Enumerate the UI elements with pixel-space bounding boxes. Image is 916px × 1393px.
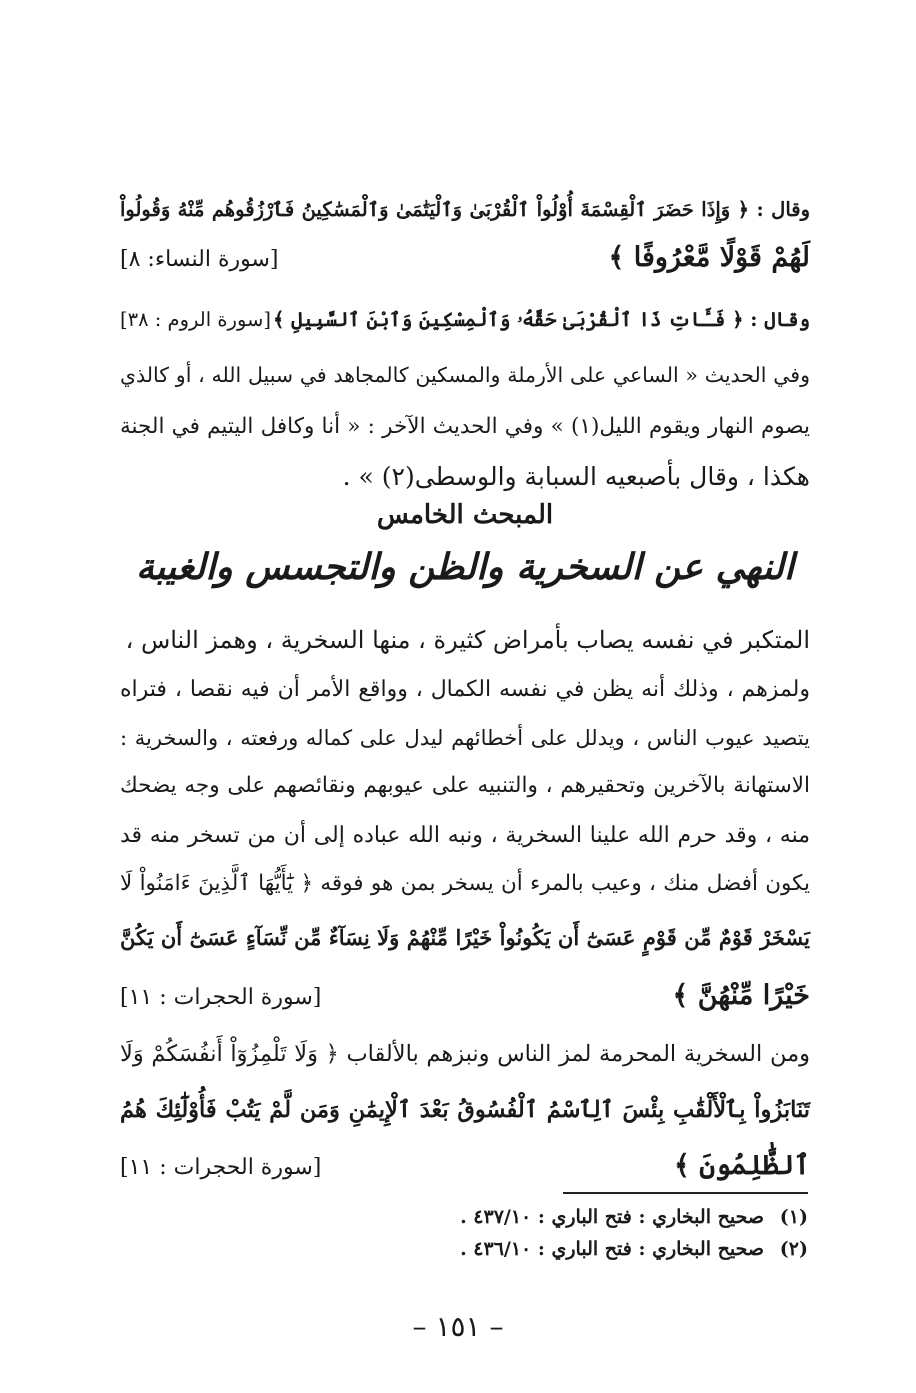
body-line: ومن السخرية المحرمة لمز الناس ونبزهم بالألقاب ﴿ وَلَا تَلْمِزُوٓاْ أَنفُسَكُمْ وَلَا: [120, 1041, 810, 1067]
footnote-number: (٢): [779, 1238, 808, 1260]
surah-reference: [سورة الحجرات : ١١]: [120, 985, 322, 1010]
footnote-text: صحيح البخاري : فتح الباري : ٤٣٦/١٠ .: [460, 1238, 764, 1260]
body-text: يصوم النهار ويقوم الليل(١) » وفي الحديث الآخر : « أنا وكافل اليتيم في الجنة: [120, 414, 810, 439]
page-number: – ١٥١ –: [412, 1310, 504, 1343]
body-line: ولمزهم ، وذلك أنه يظن في نفسه الكمال ، وواقع الأمر أن فيه نقصا ، فتراه: [120, 677, 810, 702]
footnote-text: صحيح البخاري : فتح الباري : ٤٣٧/١٠ .: [460, 1206, 764, 1228]
verse-line: يَسْخَرْ قَوْمٌ مِّن قَوْمٍ عَسَىٰٓ أَن يَكُونُواْ خَيْرًا مِّنْهُمْ وَلَا نِسَآءٌ مِّن نِّسَآءٍ عَسَىٰٓ أَن يَكُنَّ: [120, 925, 810, 950]
verse-line-with-ref: [120, 300, 810, 340]
body-line: منه ، وقد حرم الله علينا السخرية ، ونبه الله عباده إلى أن من تسخر منه قد: [120, 823, 810, 848]
verse-text: ٱلظَّٰلِمُونَ ﴾: [674, 1150, 810, 1181]
footnote-divider: [563, 1192, 808, 1194]
footnote: [420, 1238, 808, 1260]
verse-line: وقال : ﴿ وَإِذَا حَضَرَ ٱلْقِسْمَةَ أُوْلُواْ ٱلْقُرْبَىٰ وَٱلْيَتَٰمَىٰ وَٱلْمَسَٰكِينُ فَٱرْزُقُوهُم مِّنْهُ وَقُولُواْ: [120, 198, 810, 221]
surah-reference: [سورة النساء: ٨]: [120, 247, 279, 272]
body-line: [120, 620, 810, 660]
footnote-number: (١): [779, 1206, 808, 1228]
surah-reference: [سورة الروم : ٣٨]: [120, 308, 271, 331]
verse-text: خَيْرًا مِّنْهُنَّ ﴾: [672, 980, 810, 1011]
verse-line-with-ref: [120, 1146, 810, 1188]
verse-line-with-ref: [120, 976, 810, 1018]
verse-line-with-ref: [120, 238, 810, 280]
body-line: يتصيد عيوب الناس ، ويدلل على أخطائهم ليدل على كماله ورفعته ، والسخرية :: [120, 726, 810, 750]
body-line: وفي الحديث « الساعي على الأرملة والمسكين كالمجاهد في سبيل الله ، أو كالذي: [120, 363, 810, 387]
verse-line: تَنَابَزُواْ بِٱلْأَلْقَٰبِ بِئْسَ ٱلِٱسْمُ ٱلْفُسُوقُ بَعْدَ ٱلْإِيمَٰنِ وَمَن لَّمْ يَتُبْ فَأُوْلَٰٓئِكَ هُمُ: [120, 1097, 810, 1123]
section-title: النهي عن السخرية والظن والتجسس والغيبة: [135, 546, 794, 588]
verse-text: وقال : ﴿ فَـَٔاتِ ذَا ٱلْقُرْبَىٰ حَقَّهُۥ وَٱلْمِسْكِينَ وَٱبْنَ ٱلسَّبِيلِ ﴾: [273, 308, 810, 331]
body-line: هكذا ، وقال بأصبعيه السبابة والوسطى(٢) » .: [342, 462, 810, 491]
footnote: [420, 1206, 808, 1228]
paragraph-start: المتكبر في نفسه يصاب بأمراض كثيرة ، منها السخرية ، وهمز الناس ،: [125, 626, 810, 654]
verse-text: لَهُمْ قَوْلًا مَّعْرُوفًا ﴾: [608, 242, 810, 273]
body-line: الاستهانة بالآخرين وتحقيرهم ، والتنبيه على عيوبهم ونقائصهم على وجه يضحك: [120, 773, 810, 798]
body-line: يكون أفضل منك ، وعيب بالمرء أن يسخر بمن هو فوقه ﴿ يَٰٓأَيُّهَا ٱلَّذِينَ ءَامَنُواْ لَا: [120, 871, 810, 896]
section-label: المبحث الخامس: [376, 500, 554, 530]
surah-reference: [سورة الحجرات : ١١]: [120, 1155, 322, 1180]
body-line: [120, 407, 810, 447]
